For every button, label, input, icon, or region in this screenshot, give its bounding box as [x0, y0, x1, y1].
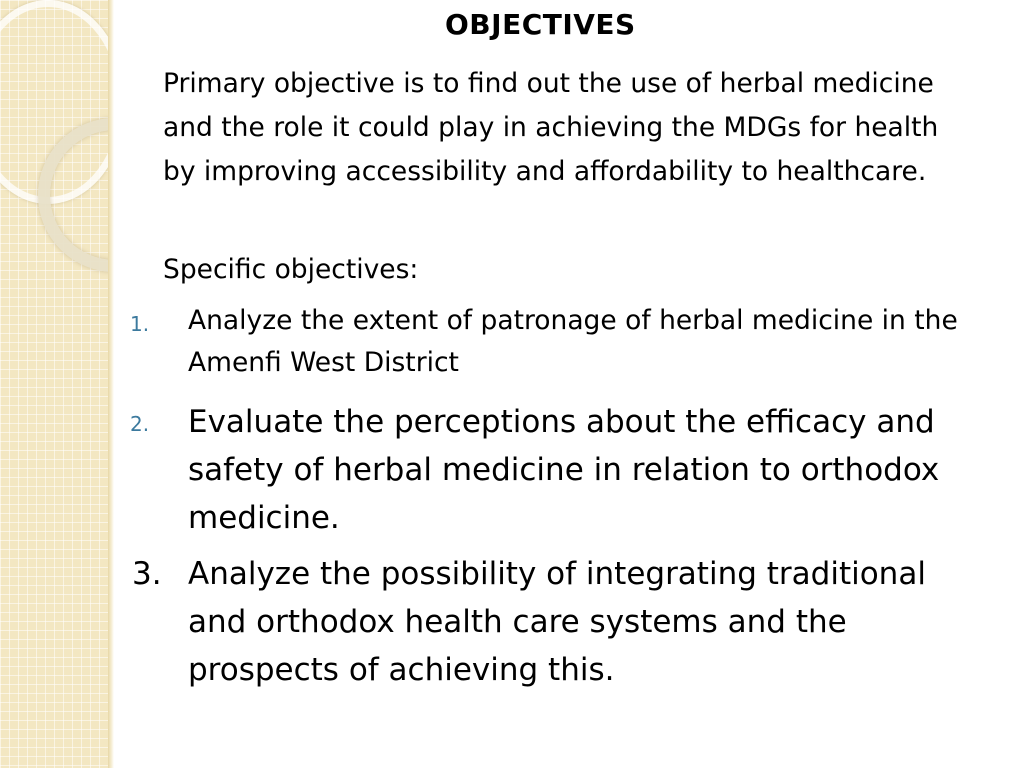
primary-objective-text: Primary objective is to find out the use of herbal medicine and the role it could play in achieving the MDGs for health by improving accessibility and affordability to healthcare.: [163, 68, 939, 187]
decorative-side-band: [0, 0, 112, 768]
slide-title: OBJECTIVES: [445, 8, 636, 41]
list-item-number: 2.: [130, 412, 150, 436]
list-item-number: 1.: [130, 312, 150, 336]
list-item-text: Evaluate the perceptions about the efficacy and safety of herbal medicine in relation to orthodox medicine.: [188, 404, 940, 536]
specific-objectives-heading: Specific objectives:: [163, 254, 419, 285]
list-item-text: Analyze the extent of patronage of herbal medicine in the Amenfi West District: [188, 305, 958, 378]
band-edge: [108, 0, 114, 768]
list-item-text: Analyze the possibility of integrating traditional and orthodox health care systems and the prospects of achieving this.: [188, 556, 926, 688]
list-item-number: 3.: [132, 556, 162, 592]
slide-content: [120, 0, 1000, 768]
